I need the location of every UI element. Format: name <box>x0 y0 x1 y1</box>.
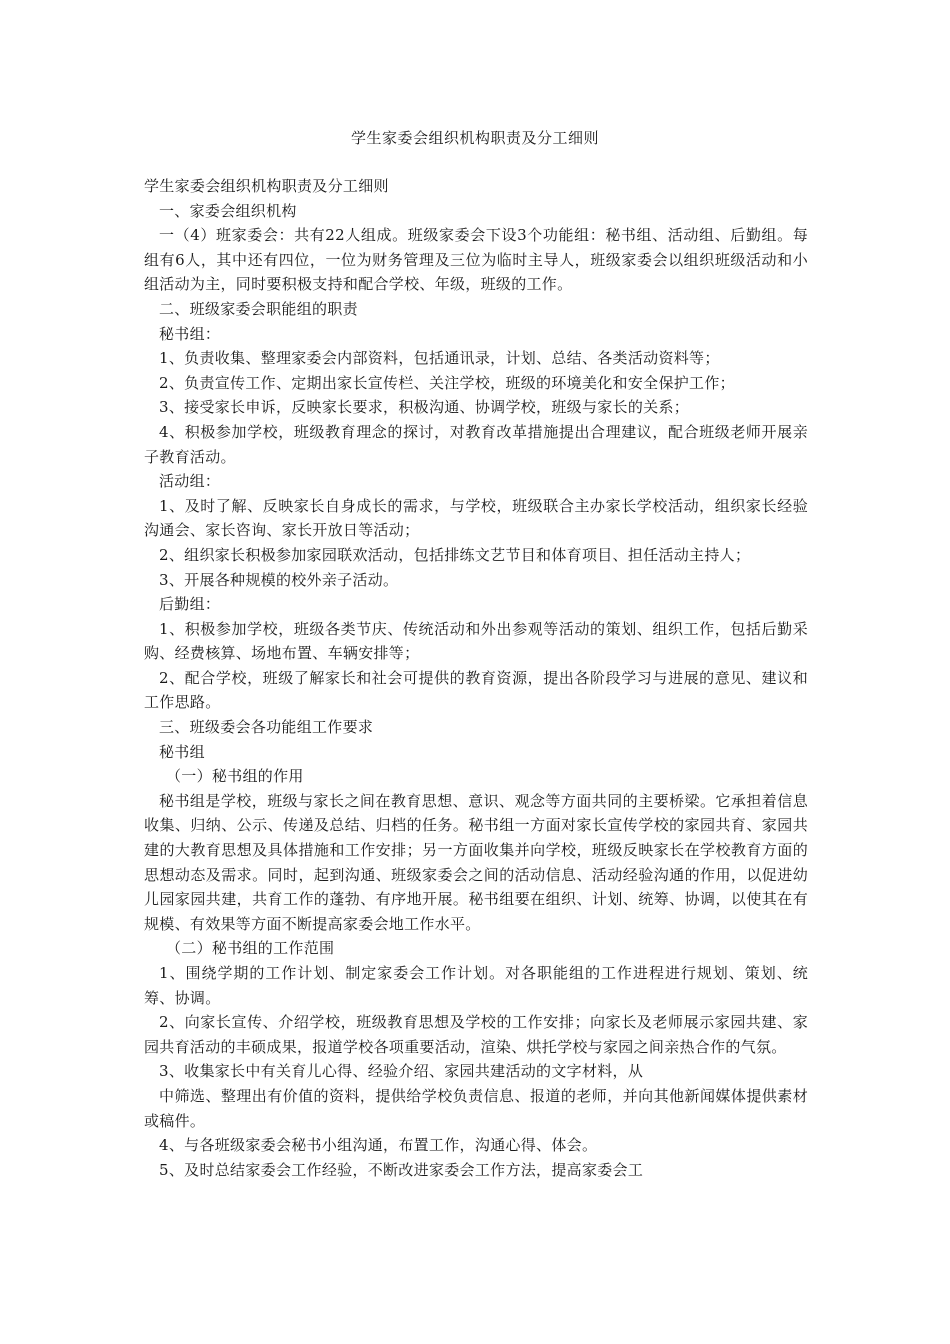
body-paragraph: 一（4）班家委会：共有22人组成。班级家委会下设3个功能组：秘书组、活动组、后勤组。每组有6人，其中还有四位，一位为财务管理及三位为临时主导人，班级家委会以组织班级活动和小组活动为主，同时要积极支持和配合学校、年级，班级的工作。 <box>144 226 808 294</box>
page-title: 学生家委会组织机构职责及分工细则 <box>350 129 599 147</box>
body-paragraph: 2、配合学校，班级了解家长和社会可提供的教育资源，提出各阶段学习与进展的意见、建议和工作思路。 <box>144 668 808 712</box>
body-paragraph: 1、及时了解、反映家长自身成长的需求，与学校，班级联合主办家长学校活动，组织家长经验沟通会、家长咨询、家长开放日等活动； <box>144 496 808 540</box>
body-paragraph: 后勤组： <box>159 595 221 614</box>
body-paragraph: 5、及时总结家委会工作经验，不断改进家委会工作方法，提高家委会工 <box>159 1160 644 1179</box>
body-paragraph: 1、积极参加学校，班级各类节庆、传统活动和外出参观等活动的策划、组织工作，包括后勤采购、经费核算、场地布置、车辆安排等； <box>144 619 808 663</box>
body-paragraph: 3、开展各种规模的校外亲子活动。 <box>159 570 399 589</box>
body-paragraph: 3、收集家长中有关育儿心得、经验介绍、家园共建活动的文字材料，从 <box>159 1062 644 1081</box>
body-paragraph: 2、组织家长积极参加家园联欢活动，包括排练文艺节目和体育项目、担任活动主持人； <box>159 545 751 564</box>
body-paragraph: 2、负责宣传工作、定期出家长宣传栏、关注学校，班级的环境美化和安全保护工作； <box>159 373 735 392</box>
body-paragraph: 秘书组 <box>159 742 205 761</box>
body-paragraph: 4、积极参加学校，班级教育理念的探讨，对教育改革措施提出合理建议，配合班级老师开展亲子教育活动。 <box>144 422 808 466</box>
body-paragraph: 2、向家长宣传、介绍学校，班级教育思想及学校的工作安排；向家长及老师展示家园共建、家园共育活动的丰硕成果，报道学校各项重要活动，渲染、烘托学校与家园之间亲热合作的气氛。 <box>144 1013 808 1056</box>
body-paragraph: 秘书组是学校，班级与家长之间在教育思想、意识、观念等方面共同的主要桥梁。它承担着信息收集、归纳、公示、传递及总结、归档的任务。秘书组一方面对家长宣传学校的家园共育、家园共建的大教育思想及具体措施和工作安排；另一方面收集并向学校，班级反映家长在学校教育方面的思想动态及需求。同时，起到沟通、班级家委会之间的活动信息、活动经验沟通的作用，以促进幼儿园家园共建，共育工作的蓬勃、有序地开展。秘书组要在组织、计划、统筹、协调，以使其在有规模、有效果等方面不断提高家委会地工作水平。 <box>144 791 808 933</box>
body-paragraph: 活动组： <box>159 472 221 491</box>
body-paragraph: 4、与各班级家委会秘书小组沟通，布置工作，沟通心得、体会。 <box>159 1136 598 1155</box>
body-paragraph: 二、班级家委会职能组的职责 <box>159 299 358 318</box>
body-paragraph: 3、接受家长申诉，反映家长要求，积极沟通、协调学校，班级与家长的关系； <box>159 398 690 417</box>
body-paragraph: 中筛选、整理出有价值的资料，提供给学校负责信息、报道的老师，并向其他新闻媒体提供素材或稿件。 <box>144 1086 808 1130</box>
body-paragraph: （一）秘书组的作用 <box>166 767 304 786</box>
body-paragraph: 1、围绕学期的工作计划、制定家委会工作计划。对各职能组的工作进程进行规划、策划、统筹、协调。 <box>144 964 808 1007</box>
body-paragraph: 1、负责收集、整理家委会内部资料，包括通讯录，计划、总结、各类活动资料等； <box>159 349 720 368</box>
body-paragraph: 三、班级委会各功能组工作要求 <box>159 718 374 737</box>
document-body <box>144 174 808 1182</box>
body-paragraph: 学生家委会组织机构职责及分工细则 <box>144 177 389 195</box>
body-paragraph: （二）秘书组的工作范围 <box>166 939 335 958</box>
body-paragraph: 一、家委会组织机构 <box>159 201 297 220</box>
body-paragraph: 秘书组： <box>159 324 221 343</box>
